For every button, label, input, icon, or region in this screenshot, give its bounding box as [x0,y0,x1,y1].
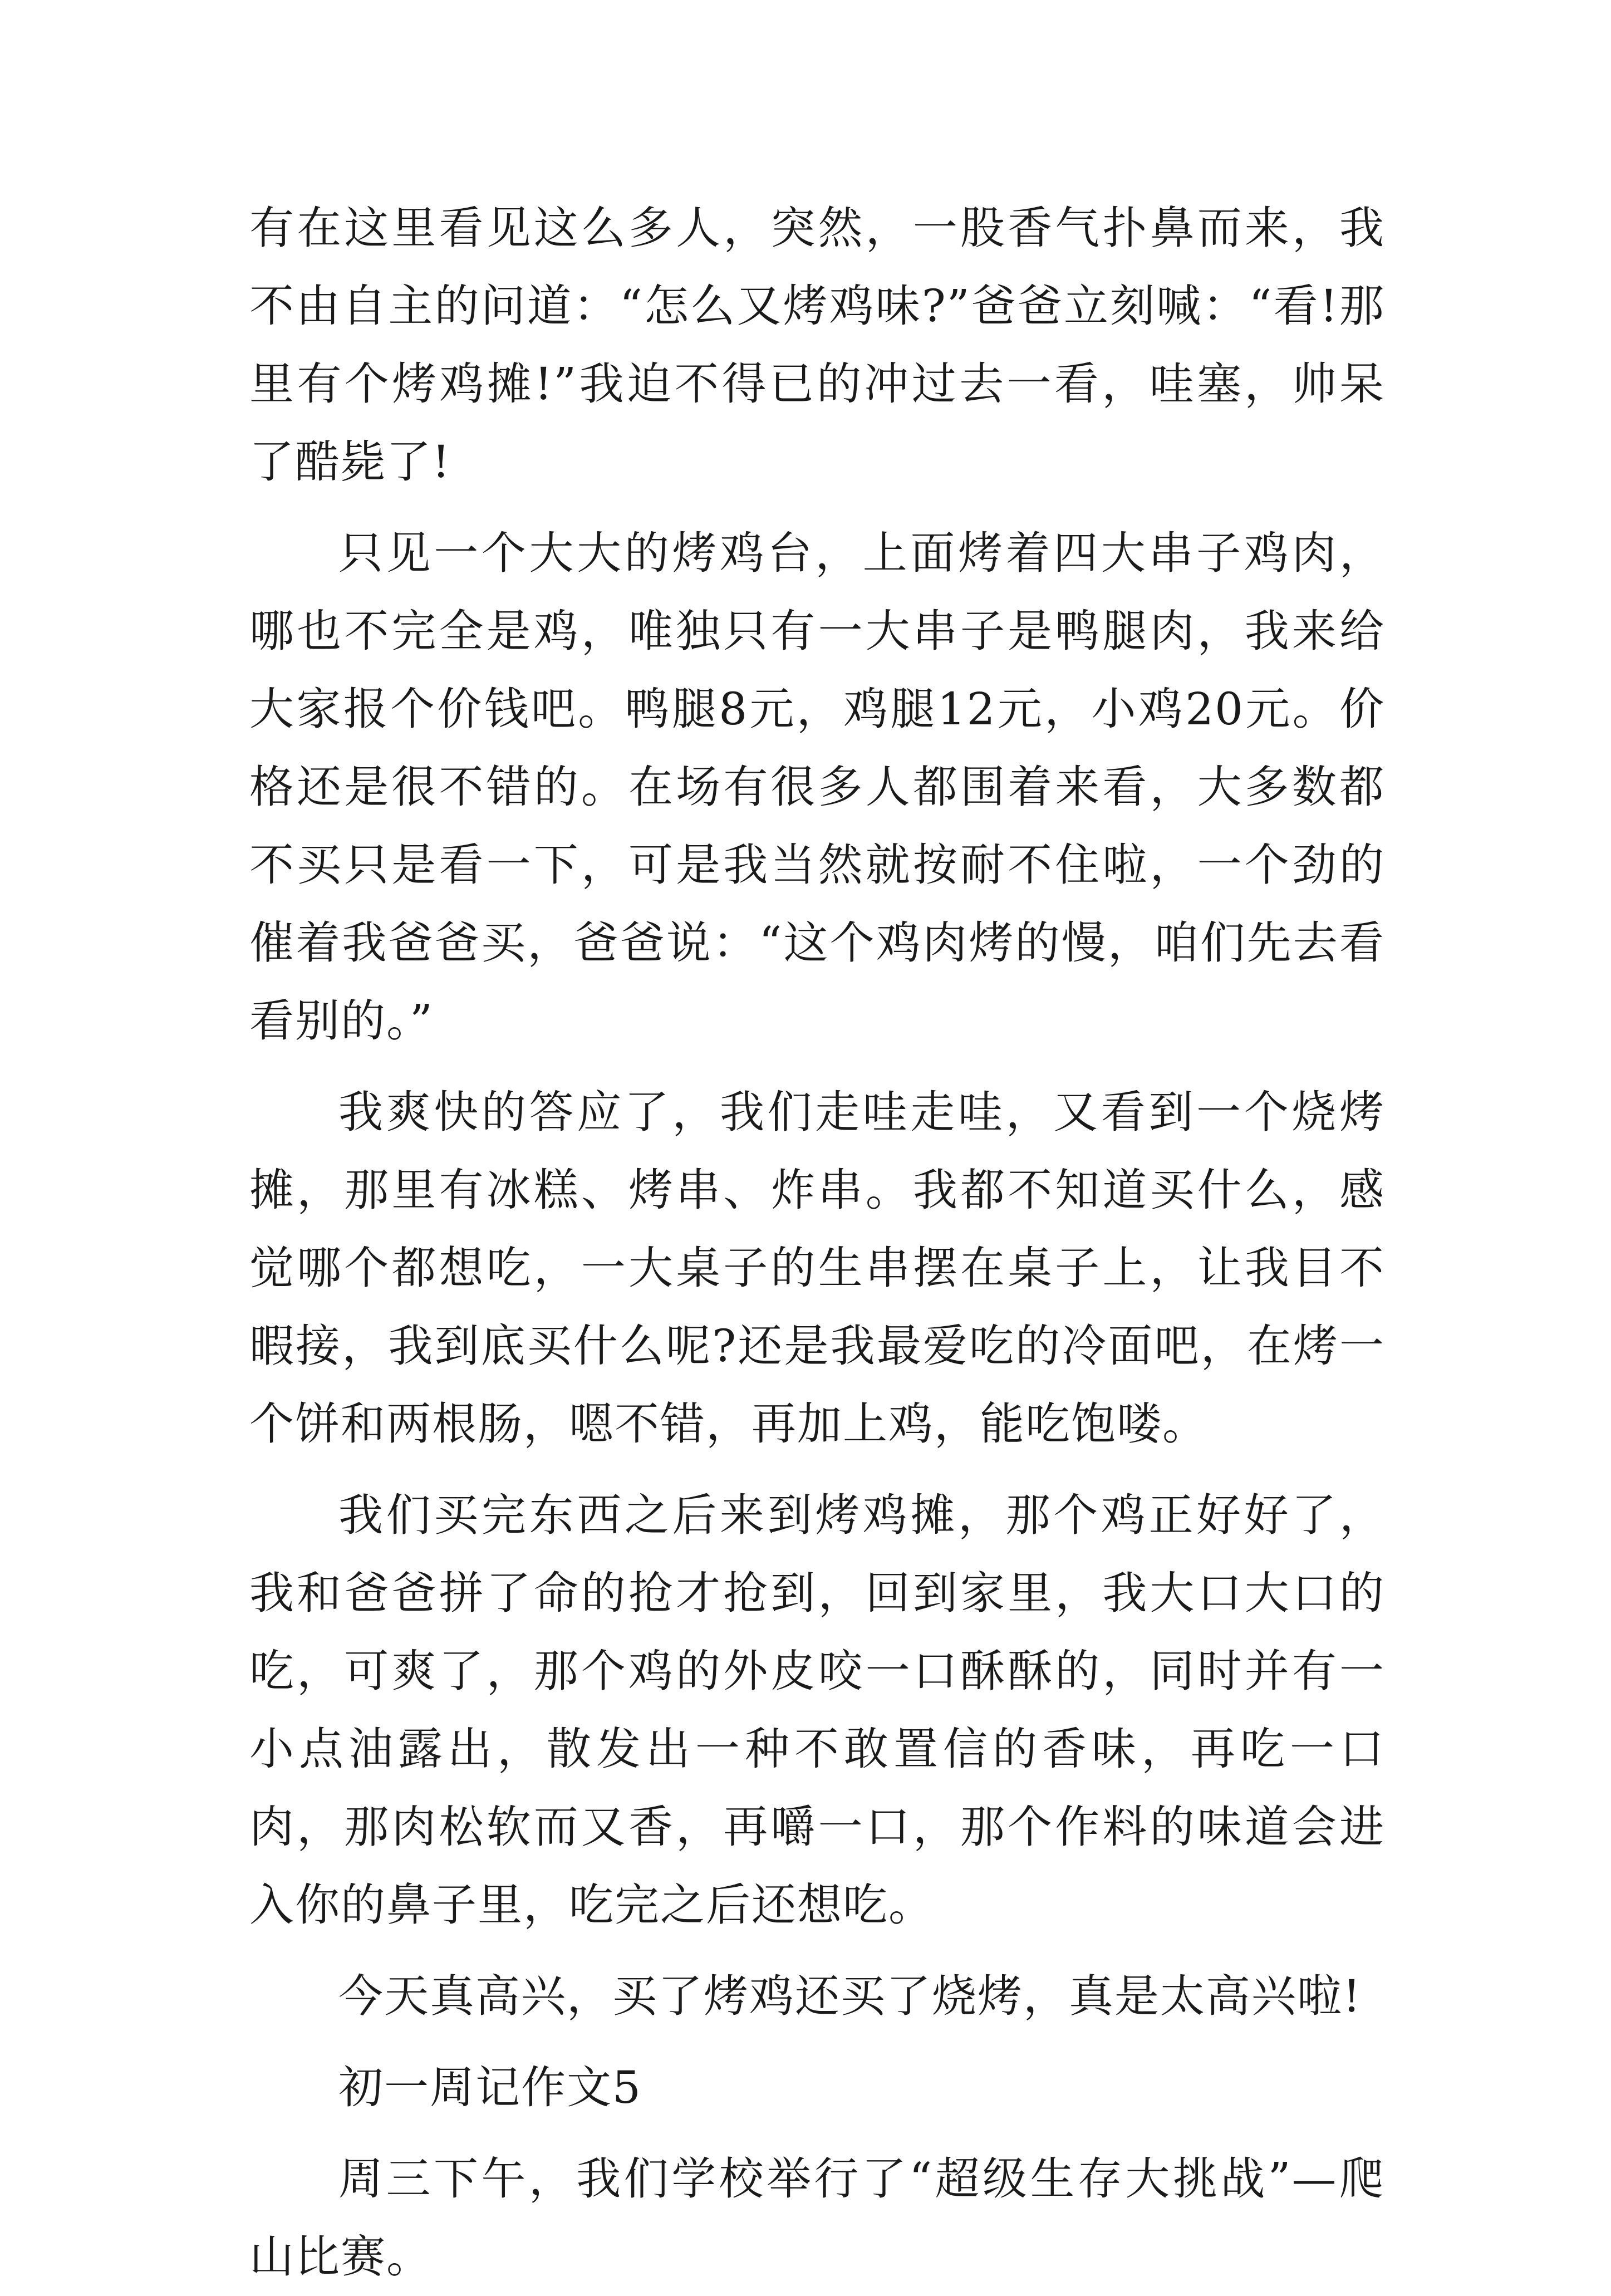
section-heading: 初一周记作文5 [338,2062,642,2113]
paragraph-5: 今天真高兴，买了烤鸡还买了烧烤，真是太高兴啦! [338,1970,1362,2022]
document-body [249,189,1385,2296]
paragraph-6: 周三下午，我们学校举行了“超级生存大挑战”—爬山比赛。 [249,2153,1385,2283]
paragraph-2: 只见一个大大的烤鸡台，上面烤着四大串子鸡肉，哪也不完全是鸡，唯独只有一大串子是鸭腿肉，我来给大家报个价钱吧。鸭腿8元，鸡腿12元，小鸡20元。价格还是很不错的。在场有很多人都围着来看，大多数都不买只是看一下，可是我当然就按耐不住啦，一个劲的催着我爸爸买，爸爸说：“这个鸡肉烤的慢，咱们先去看看别的。” [249,527,1385,1047]
paragraph-4: 我们买完东西之后来到烤鸡摊，那个鸡正好好了，我和爸爸拼了命的抢才抢到，回到家里，我大口大口的吃，可爽了，那个鸡的外皮咬一口酥酥的，同时并有一小点油露出，散发出一种不敢置信的香味，再吃一口肉，那肉松软而又香，再嚼一口，那个作料的味道会进入你的鼻子里，吃完之后还想吃。 [249,1489,1385,1931]
paragraph-1: 有在这里看见这么多人，突然，一股香气扑鼻而来，我不由自主的问道：“怎么又烤鸡味?”爸爸立刻喊：“看!那里有个烤鸡摊!”我迫不得已的冲过去一看，哇塞，帅呆了酷毙了! [249,202,1385,488]
paragraph-3: 我爽快的答应了，我们走哇走哇，又看到一个烧烤摊，那里有冰糕、烤串、炸串。我都不知道买什么，感觉哪个都想吃，一大桌子的生串摆在桌子上，让我目不暇接，我到底买什么呢?还是我最爱吃的冷面吧，在烤一个饼和两根肠，嗯不错，再加上鸡，能吃饱喽。 [249,1086,1385,1450]
